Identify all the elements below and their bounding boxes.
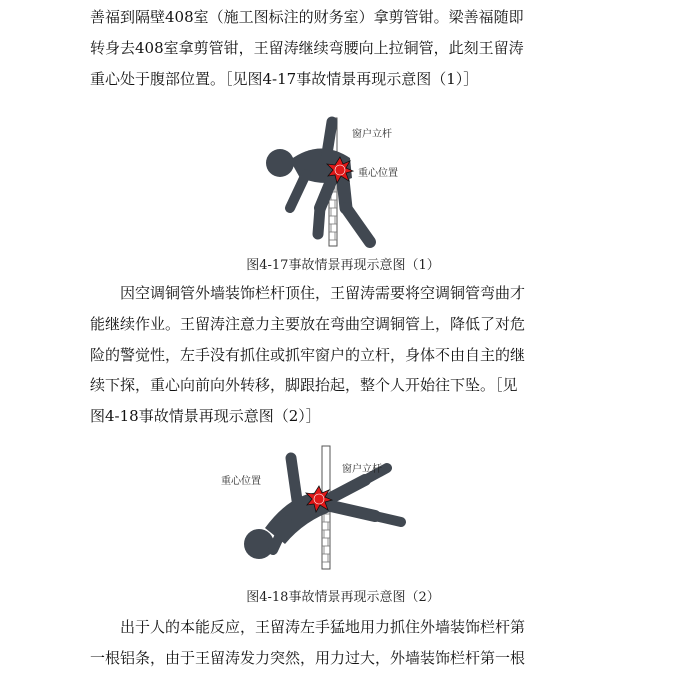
- text-line: 善福到隔壁408室（施工图标注的财务室）拿剪管钳。梁善福随即: [90, 8, 524, 26]
- bending-person: [266, 122, 370, 242]
- label-window-post: 窗户立杆: [352, 129, 392, 140]
- text-line: 转身去408室拿剪管钳，王留涛继续弯腰向上拉铜管，此刻王留涛: [90, 38, 524, 57]
- figure-4-18-illustration: [215, 440, 445, 575]
- figure-4-17-illustration: [240, 108, 460, 250]
- figure-4-17-caption: 图4-17事故情景再现示意图（1）: [246, 258, 440, 273]
- text-line: 险的警觉性，左手没有抓住或抓牢窗户的立杆，身体不由自主的继: [90, 345, 526, 364]
- text-line: 一根铝条，由于王留涛发力突然，用力过大，外墙装饰栏杆第一根: [90, 648, 526, 667]
- paragraph-1: [90, 2, 610, 94]
- label-center-of-gravity: 重心位置: [358, 168, 398, 179]
- text-line: 出于人的本能反应，王留涛左手猛地用力抓住外墙装饰栏杆第: [90, 618, 526, 636]
- paragraph-3: [90, 612, 610, 674]
- figure-4-18-caption: 图4-18事故情景再现示意图（2）: [246, 590, 440, 605]
- text-line: 能继续作业。王留涛注意力主要放在弯曲空调铜管上，降低了对危: [90, 314, 526, 333]
- paragraph-2: [90, 278, 610, 432]
- text-line: 重心处于腹部位置。［见图4-17事故情景再现示意图（1）］: [90, 69, 479, 88]
- text-line: 续下探，重心向前向外转移，脚跟抬起，整个人开始往下坠。［见: [90, 376, 518, 395]
- text-line: 图4-18事故情景再现示意图（2）］: [90, 407, 321, 426]
- text-line: 因空调铜管外墙装饰栏杆顶住，王留涛需要将空调铜管弯曲才: [90, 284, 526, 302]
- label-window-post: 窗户立杆: [342, 464, 382, 475]
- label-center-of-gravity: 重心位置: [221, 476, 261, 487]
